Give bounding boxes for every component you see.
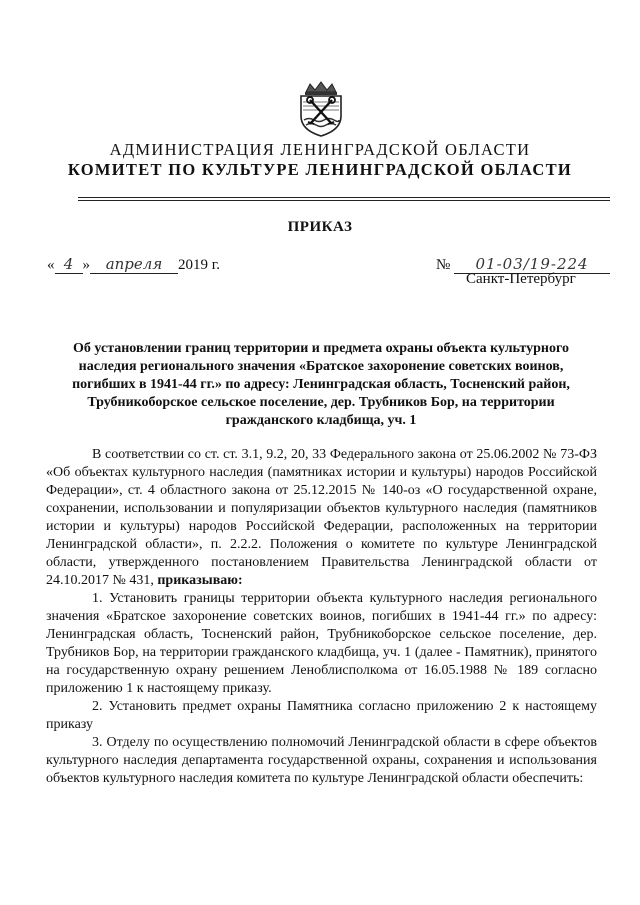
preamble-paragraph: [46, 446, 597, 590]
order-city: Санкт-Петербург: [466, 271, 576, 287]
preamble-text: В соответствии со ст. ст. 3.1, 9.2, 20, 33 Федерального закона от 25.06.2002 № 73-ФЗ «Об объектах культурного наследия (памятниках истории и культуры) народов Российской Федерации», ст. 4 областного закона от 25.12.2015 № 140-оз «О государственной охране, сохранении, использовании и популяризации объектов культурного наследия (памятников истории и культуры) народов Российской Федерации, расположенных на территории Ленинградской области», п. 2.2.2. Положения о комитете по культуре Ленинградской области, утвержденного постановлением Правительства Ленинградской области от 24.10.2017 № 431,: [46, 447, 597, 588]
order-item-3: 3. Отделу по осуществлению полномочий Ленинградской области в сфере объектов культурного наследия департамента государственной охраны, сохранения и использования объектов культурного наследия комитета по культуре Ленинградской области обеспечить:: [46, 735, 597, 786]
order-subject: Об установлении границ территории и предмета охраны объекта культурного наследия регионального значения «Братское захоронение советских воинов, погибших в 1941-44 гг.» по адресу: Ленинградская область, Тосненский район, Трубникоборское сельское поселение, дер. Трубников Бор, на территории гражданского кладбища, уч. 1: [72, 341, 570, 428]
order-item-1: 1. Установить границы территории объекта культурного наследия регионального значения «Братское захоронение советских воинов, погибших в 1941-44 гг.» по адресу: Ленинградская область, Тосненский район, Трубникоборское сельское поселение, дер. Трубников Бор, на территории гражданского кладбища, уч. 1 (далее - Памятник), принятого на государственную охрану решением Леноблисполкома от 16.05.1988 № 189 согласно приложению 1 к настоящему приказу.: [46, 591, 597, 696]
preamble-command: приказываю:: [157, 573, 243, 588]
date-close-quote: »: [82, 257, 90, 273]
header-divider-bottom: [78, 200, 610, 201]
number-prefix: №: [436, 257, 451, 273]
header-divider-top: [78, 197, 610, 198]
date-month: апреля: [90, 255, 178, 274]
date-open-quote: «: [47, 257, 55, 273]
order-date: [47, 255, 220, 274]
order-items: [46, 590, 597, 788]
date-day: 4: [55, 255, 83, 274]
committee-name: КОМИТЕТ ПО КУЛЬТУРЕ ЛЕНИНГРАДСКОЙ ОБЛАСТИ: [67, 160, 573, 179]
organization-name: АДМИНИСТРАЦИЯ ЛЕНИНГРАДСКОЙ ОБЛАСТИ: [109, 140, 531, 159]
number-value: 01-03/19-224: [454, 255, 610, 274]
order-item-2: 2. Установить предмет охраны Памятника согласно приложению 2 к настоящему приказу: [46, 699, 597, 732]
date-year: 2019 г.: [178, 257, 220, 273]
coat-of-arms-icon: [292, 80, 350, 138]
order-title: ПРИКАЗ: [287, 219, 353, 235]
